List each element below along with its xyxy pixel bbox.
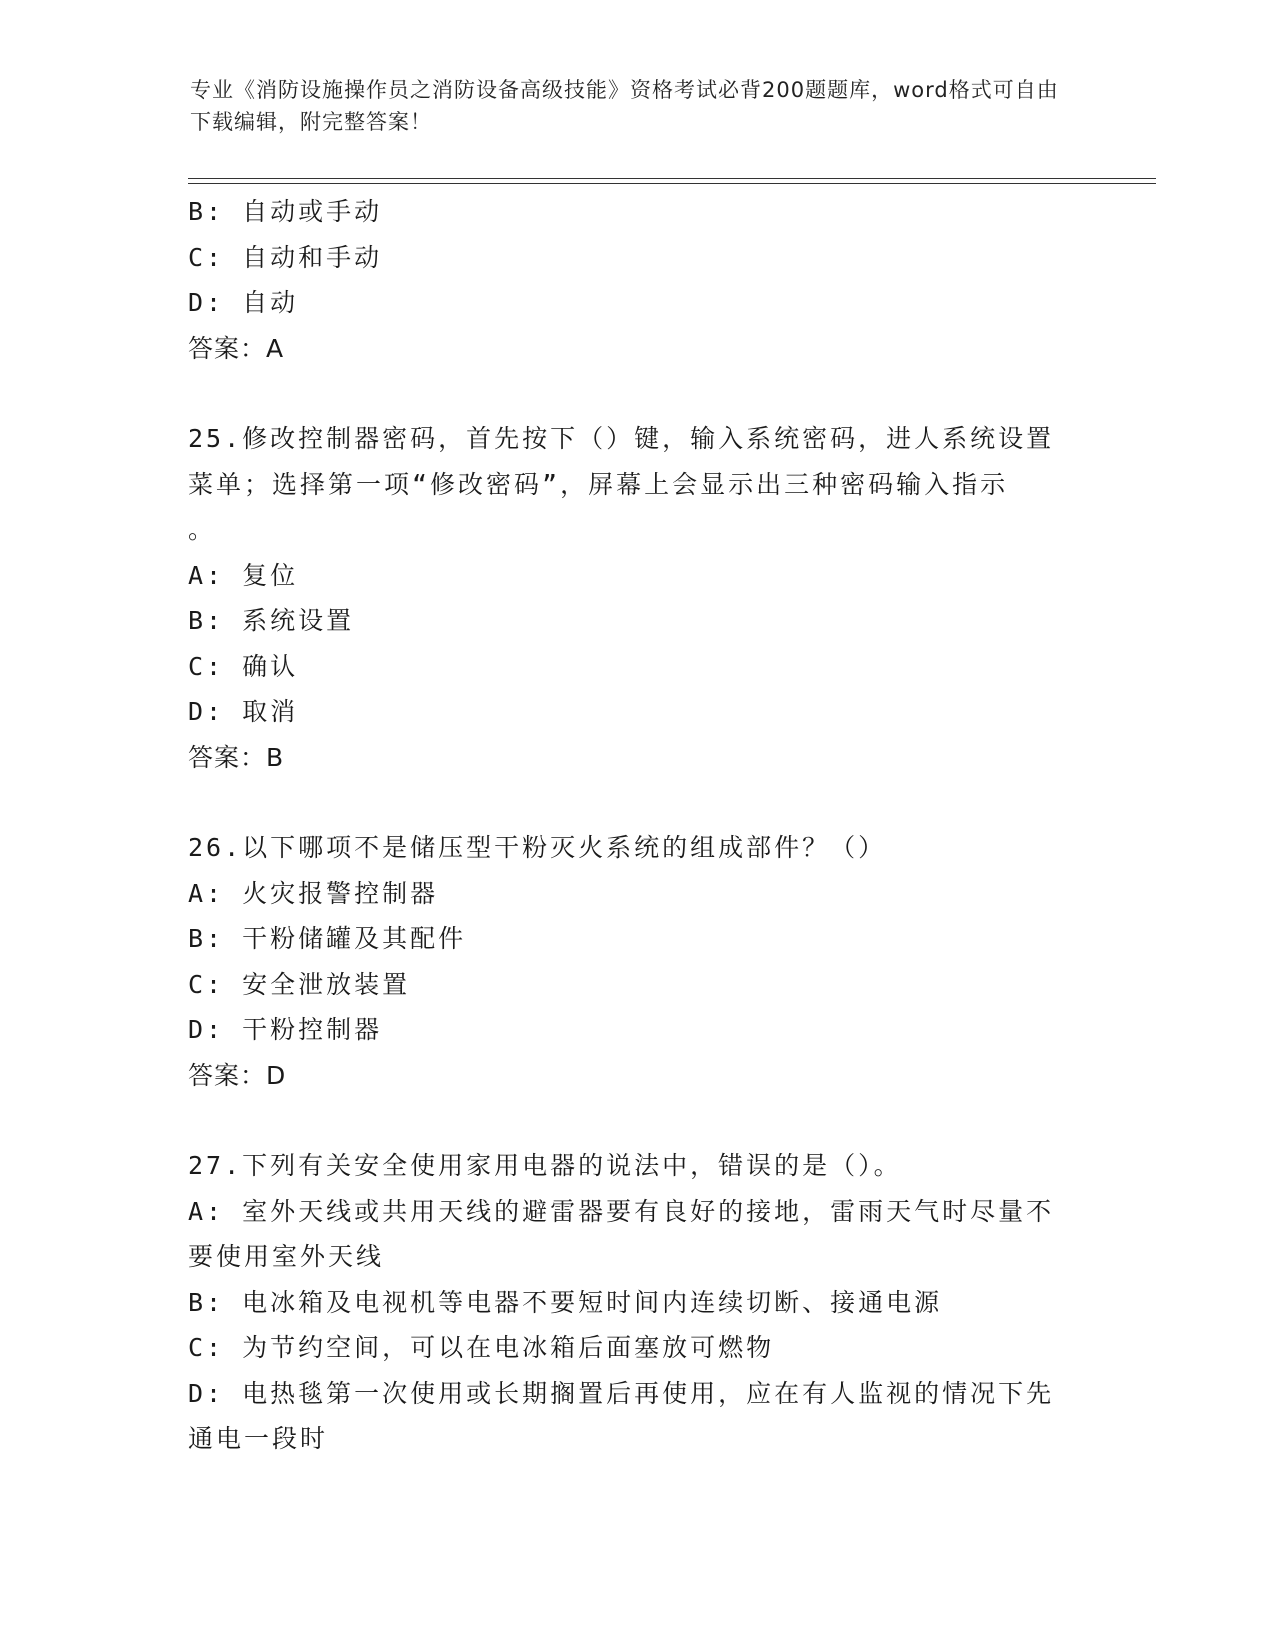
question-content <box>188 189 1088 1462</box>
answer: 答案：B <box>188 742 285 772</box>
option-d: D: 取消 <box>188 697 299 726</box>
question-stem: 26.以下哪项不是储压型干粉灭火系统的组成部件？（） <box>188 833 887 862</box>
option-d: D: 自动 <box>188 288 299 317</box>
document-header: 专业《消防设施操作员之消防设备高级技能》资格考试必背200题题库，word格式可自由下载编辑，附完整答案！ <box>190 78 1059 134</box>
header-divider-second <box>188 183 1156 184</box>
spacer <box>188 780 1088 825</box>
question-26 <box>188 825 1088 1098</box>
question-stem: 25.修改控制器密码，首先按下（）键，输入系统密码，进人系统设置 <box>188 424 1055 453</box>
spacer <box>188 1098 1088 1143</box>
option-b: B: 干粉储罐及其配件 <box>188 924 467 953</box>
option-a: A: 室外天线或共用天线的避雷器要有良好的接地，雷雨天气时尽量不 <box>188 1196 1055 1226</box>
option-b: B: 电冰箱及电视机等电器不要短时间内连续切断、接通电源 <box>188 1287 943 1317</box>
option-c: C: 为节约空间，可以在电冰箱后面塞放可燃物 <box>188 1333 775 1362</box>
question-stem-cont: 菜单；选择第一项“修改密码”，屏幕上会显示出三种密码输入指示 <box>188 469 1009 499</box>
option-a: A: 复位 <box>188 560 299 590</box>
option-d: D: 电热毯第一次使用或长期搁置后再使用，应在有人监视的情况下先 <box>188 1378 1055 1408</box>
spacer <box>188 371 1088 416</box>
option-c: C: 确认 <box>188 651 299 681</box>
question-27 <box>188 1143 1088 1462</box>
header-divider <box>188 178 1156 179</box>
question-24 <box>188 189 1088 371</box>
option-c: C: 安全泄放装置 <box>188 969 411 999</box>
question-stem: 27.下列有关安全使用家用电器的说法中，错误的是（）。 <box>188 1151 902 1180</box>
option-b: B: 系统设置 <box>188 606 355 635</box>
question-stem-cont: 。 <box>188 515 217 544</box>
option-d-cont: 通电一段时 <box>188 1424 329 1453</box>
option-d: D: 干粉控制器 <box>188 1015 383 1044</box>
option-c: C: 自动和手动 <box>188 242 383 272</box>
option-a-cont: 要使用室外天线 <box>188 1242 385 1271</box>
option-a: A: 火灾报警控制器 <box>188 878 439 908</box>
question-25 <box>188 416 1088 780</box>
answer: 答案：D <box>188 1060 287 1090</box>
option-b: B: 自动或手动 <box>188 197 383 226</box>
answer: 答案：A <box>188 333 285 363</box>
